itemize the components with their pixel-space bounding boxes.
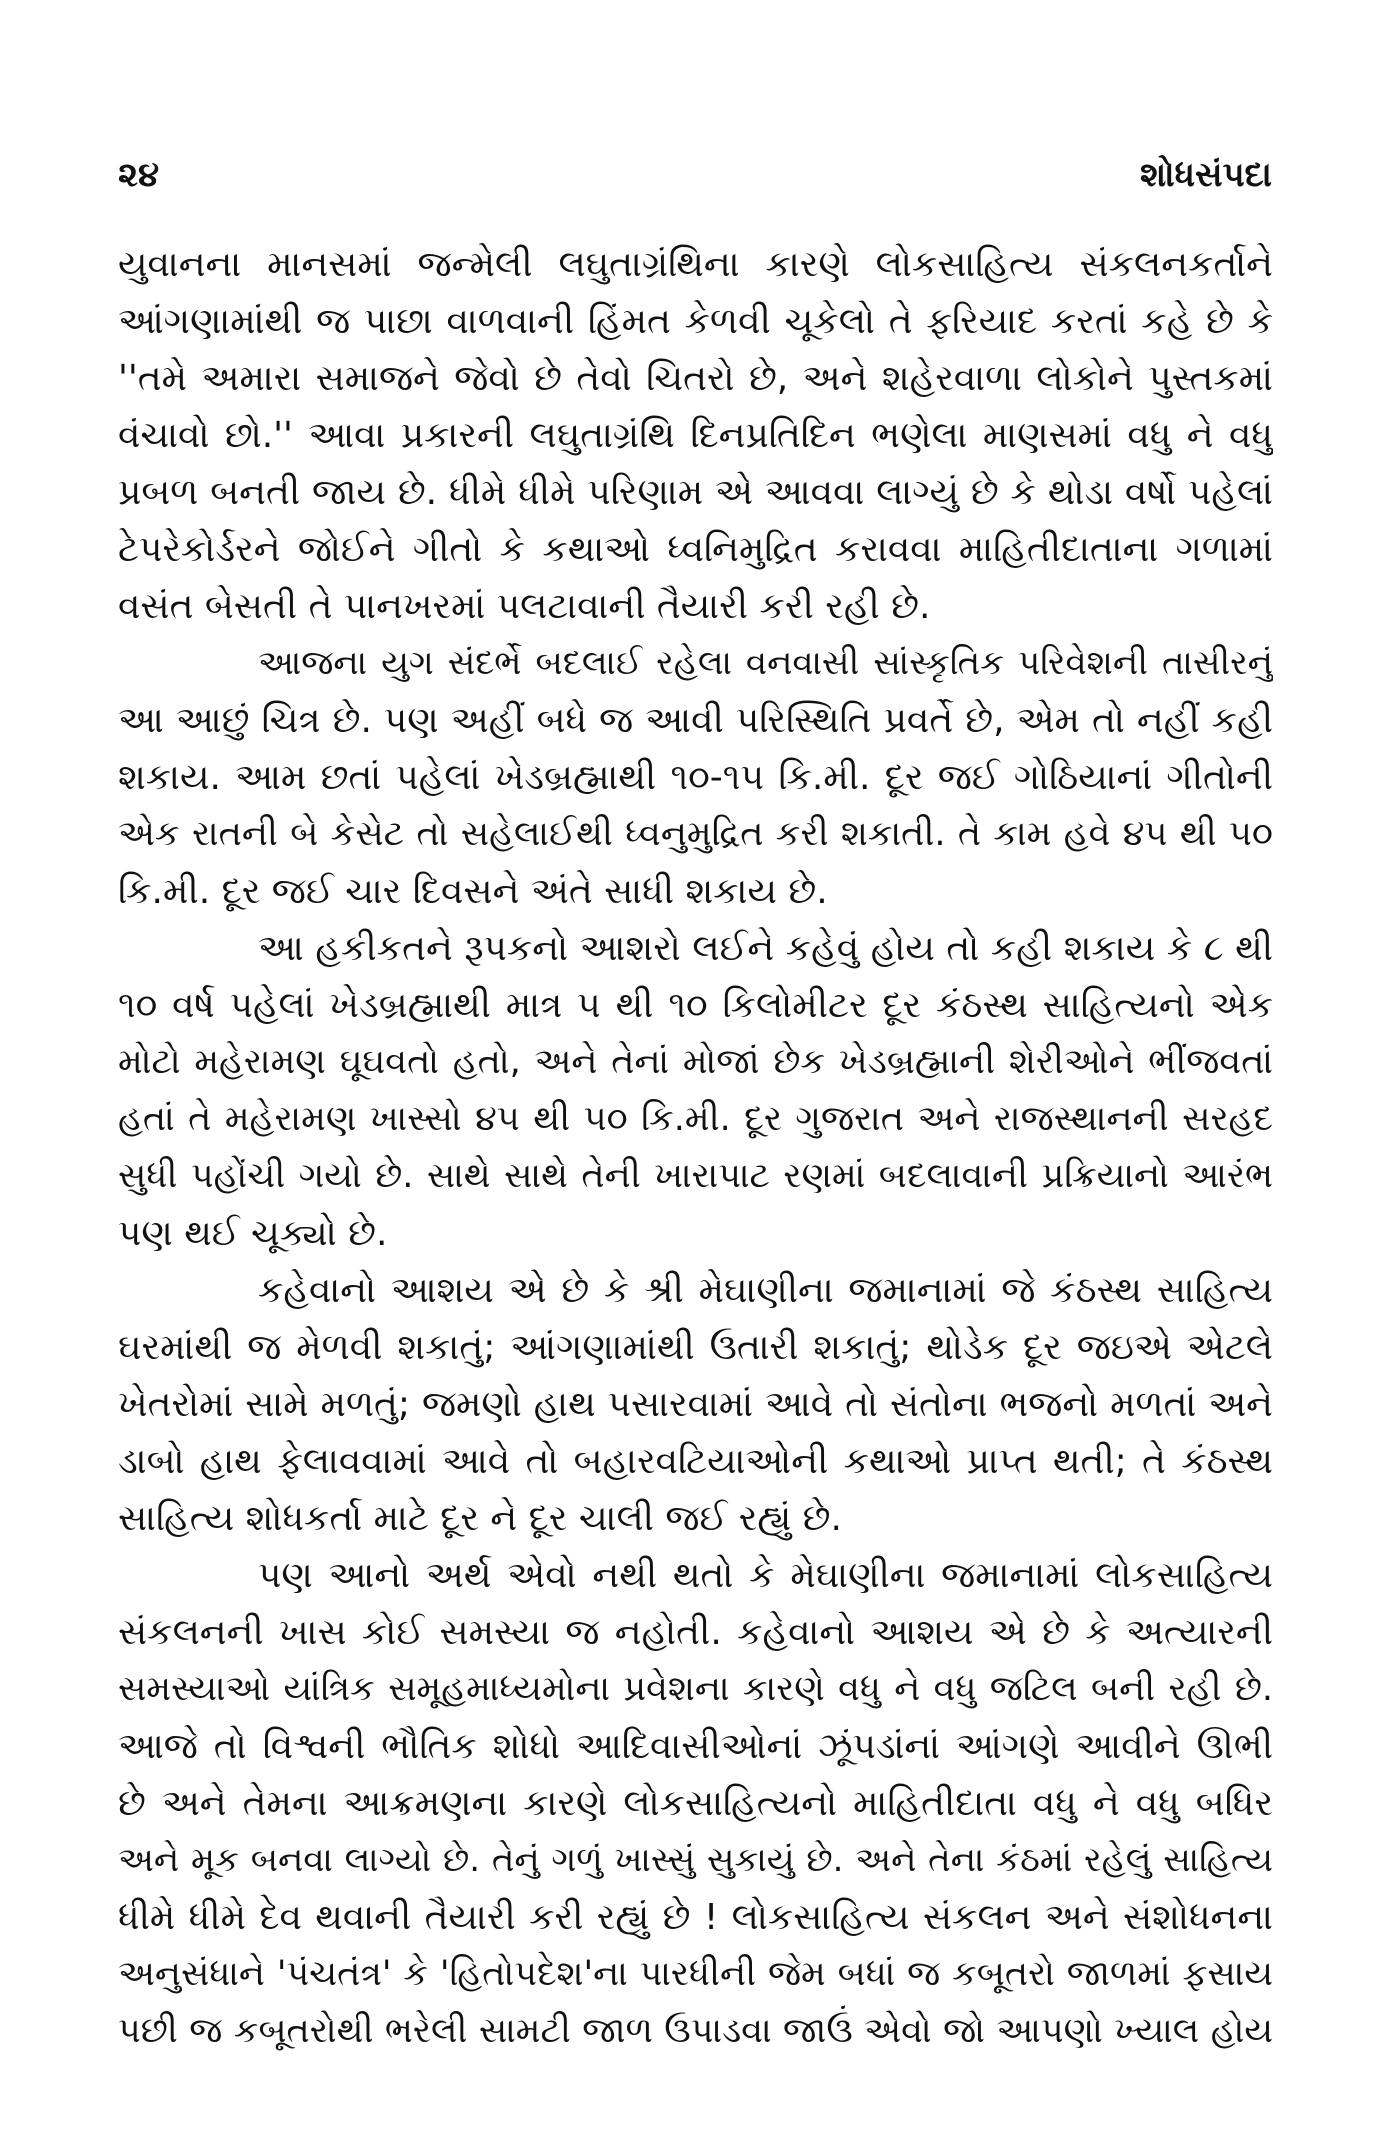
text-line: સુધી પહોંચી ગયો છે. સાથે સાથે તેની ખારાપાટ રણમાં બદલાવાની પ્રક્રિયાનો આરંભ	[118, 1156, 1273, 1196]
text-line: ૧૦ વર્ષ પહેલાં ખેડબ્રહ્માથી માત્ર ૫ થી ૧૦ કિલોમીટર દૂર કંઠસ્થ સાહિત્યનો એક	[118, 985, 1273, 1026]
text-line: ડાબો હાથ ફેલાવવામાં આવે તો બહારવટિયાઓની કથાઓ પ્રાપ્ત થતી; તે કંઠસ્થ	[118, 1441, 1273, 1482]
text-line: ખેતરોમાં સામે મળતું; જમણો હાથ પસારવામાં આવે તો સંતોના ભજનો મળતાં અને	[118, 1384, 1273, 1425]
text-line: આ હકીકતને રૂપકનો આશરો લઈને કહેવું હોય તો કહી શકાય કે ૮ થી	[258, 928, 1273, 969]
text-line: ધીમે ધીમે દેવ થવાની તૈયારી કરી રહ્યું છે ! લોકસાહિત્ય સંકલન અને સંશોધનના	[118, 1897, 1273, 1938]
text-line: ઘરમાંથી જ મેળવી શકાતું; આંગણામાંથી ઉતારી શકાતું; થોડેક દૂર જઇએ એટલે	[118, 1327, 1273, 1368]
text-line: અને મૂક બનવા લાગ્યો છે. તેનું ગળું ખાસ્સું સુકાયું છે. અને તેના કંઠમાં રહેલું સાહિત્ય	[118, 1840, 1273, 1880]
text-line: આ આછું ચિત્ર છે. પણ અહીં બધે જ આવી પરિસ્થિતિ પ્રવર્તે છે, એમ તો નહીં કહી	[118, 700, 1273, 741]
text-line: અનુસંધાને 'પંચતંત્ર' કે 'હિતોપદેશ'ના પારધીની જેમ બધાં જ કબૂતરો જાળમાં ફસાય	[118, 1954, 1273, 1994]
page-header	[118, 150, 1272, 200]
text-line: ''તમે અમારા સમાજને જેવો છે તેવો ચિતરો છે, અને શહેરવાળા લોકોને પુસ્તકમાં	[118, 358, 1273, 399]
text-line: વંચાવો છો.'' આવા પ્રકારની લઘુતાગ્રંથિ દિનપ્રતિદિન ભણેલા માણસમાં વધુ ને વધુ	[118, 415, 1273, 456]
text-line: પછી જ કબૂતરોથી ભરેલી સામટી જાળ ઉપાડવા જાઉં એવો જો આપણો ખ્યાલ હોય	[118, 2011, 1273, 2051]
text-line: ટેપરેકોર્ડરને જોઈને ગીતો કે કથાઓ ધ્વનિમુદ્રિત કરાવવા માહિતીદાતાના ગળામાં	[118, 529, 1273, 570]
text-line: કહેવાનો આશય એ છે કે શ્રી મેઘાણીના જમાનામાં જે કંઠસ્થ સાહિત્ય	[258, 1270, 1273, 1311]
text-line: શકાય. આમ છતાં પહેલાં ખેડબ્રહ્માથી ૧૦-૧૫ કિ.મી. દૂર જઈ ગોઠિયાનાં ગીતોની	[118, 757, 1273, 798]
text-line: હતાં તે મહેરામણ ખાસ્સો ૪૫ થી ૫૦ કિ.મી. દૂર ગુજરાત અને રાજસ્થાનની સરહદ	[118, 1099, 1273, 1139]
text-line: પણ આનો અર્થ એવો નથી થતો કે મેઘાણીના જમાનામાં લોકસાહિત્ય	[258, 1555, 1273, 1596]
text-line: કિ.મી. દૂર જઈ ચાર દિવસને અંતે સાધી શકાય છે.	[118, 871, 828, 912]
page-number: ૨૪	[118, 155, 160, 195]
text-line: એક રાતની બે કેસેટ તો સહેલાઈથી ધ્વનુમુદ્રિત કરી શકાતી. તે કામ હવે ૪૫ થી ૫૦	[118, 814, 1273, 854]
text-line: આંગણામાંથી જ પાછા વાળવાની હિંમત કેળવી ચૂકેલો તે ફરિયાદ કરતાં કહે છે કે	[118, 301, 1273, 342]
running-title: શોધસંપદા	[1139, 155, 1272, 195]
text-line: મોટો મહેરામણ ઘૂઘવતો હતો, અને તેનાં મોજાં છેક ખેડબ્રહ્માની શેરીઓને ભીંજવતાં	[118, 1042, 1273, 1082]
text-line: આજે તો વિશ્વની ભૌતિક શોધો આદિવાસીઓનાં ઝૂંપડાંનાં આંગણે આવીને ઊભી	[118, 1726, 1273, 1767]
text-line: સંકલનની ખાસ કોઈ સમસ્યા જ નહોતી. કહેવાનો આશય એ છે કે અત્યારની	[118, 1612, 1273, 1653]
body-text	[118, 236, 1273, 2060]
text-line: યુવાનના માનસમાં જન્મેલી લઘુતાગ્રંથિના કારણે લોકસાહિત્ય સંકલનકર્તાને	[118, 244, 1273, 285]
text-line: પણ થઈ ચૂક્યો છે.	[118, 1213, 388, 1254]
text-line: વસંત બેસતી તે પાનખરમાં પલટાવાની તૈયારી કરી રહી છે.	[118, 586, 931, 627]
text-line: સાહિત્ય શોધકર્તા માટે દૂર ને દૂર ચાલી જઈ રહ્યું છે.	[118, 1498, 842, 1539]
text-line: સમસ્યાઓ યાંત્રિક સમૂહમાધ્યમોના પ્રવેશના કારણે વધુ ને વધુ જટિલ બની રહી છે.	[118, 1669, 1273, 1709]
text-line: છે અને તેમના આક્રમણના કારણે લોકસાહિત્યનો માહિતીદાતા વધુ ને વધુ બધિર	[118, 1783, 1273, 1824]
text-line: આજના યુગ સંદર્ભે બદલાઈ રહેલા વનવાસી સાંસ્કૃતિક પરિવેશની તાસીરનું	[258, 643, 1273, 683]
text-line: પ્રબળ બનતી જાય છે. ધીમે ધીમે પરિણામ એ આવવા લાગ્યું છે કે થોડા વર્ષો પહેલાં	[118, 472, 1273, 513]
